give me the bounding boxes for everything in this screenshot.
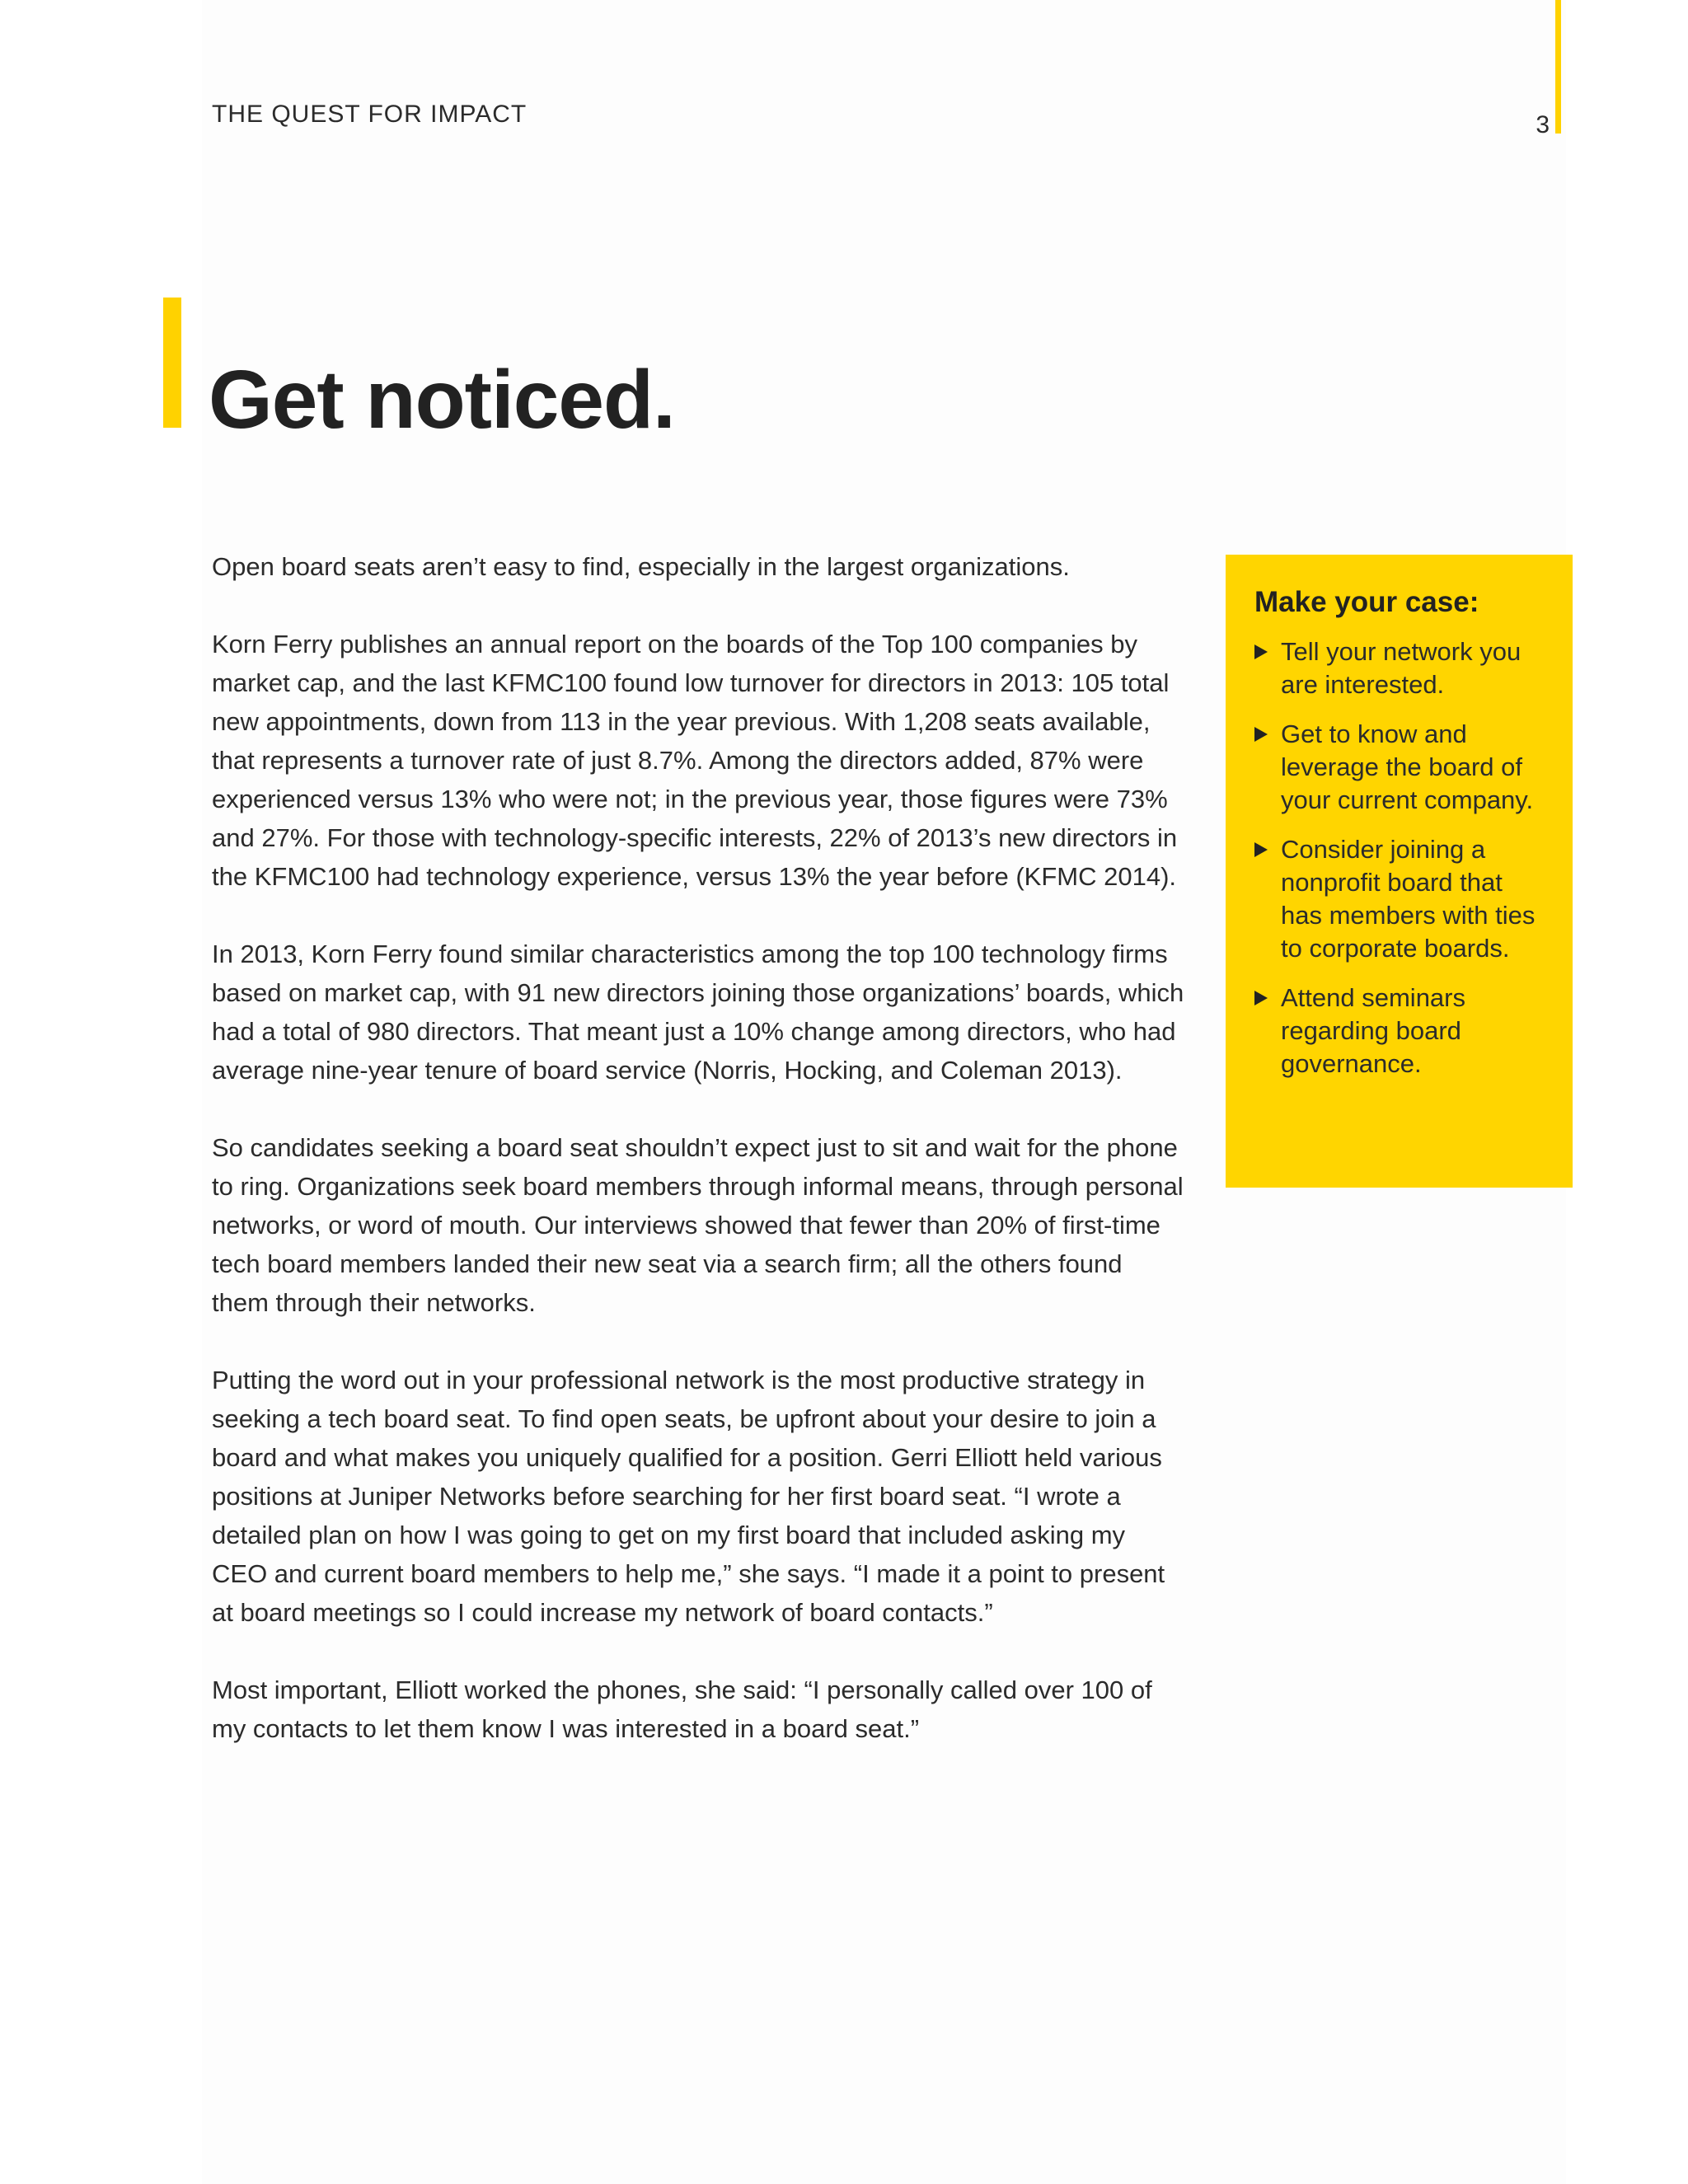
page-number: 3 [1536,111,1550,138]
arrow-icon [1254,727,1268,742]
arrow-icon [1254,991,1268,1005]
sidebar-title: Make your case: [1254,586,1479,618]
list-item [1254,635,1544,701]
paragraph: So candidates seeking a board seat shouldn’t expect just to sit and wait for the phone to ring. Organizations seek board members through informal means, through personal networks, or word of mouth. Our interviews showed that fewer than 20% of first-time tech board members landed their new seat via a search firm; all the others found them through their networks. [212,1133,1184,1317]
paragraph: Putting the word out in your professional network is the most productive strategy in seeking a tech board seat. To find open seats, be upfront about your desire to join a board and what makes you uniquely qualified for a position. Gerri Elliott held various positions at Juniper Networks before searching for her first board seat. “I wrote a detailed plan on how I was going to get on my first board that included asking my CEO and current board members to help me,” she says. “I made it a point to present at board meetings so I could increase my network of board contacts.” [212,1366,1165,1627]
paragraph: Open board seats aren’t easy to find, especially in the largest organizations. [212,552,1070,581]
paragraph: Most important, Elliott worked the phones, she said: “I personally called over 100 of my contacts to let them know I was interested in a board seat.” [212,1675,1152,1743]
list-item [1254,982,1544,1080]
list-item-text: Attend seminars regarding board governance. [1281,983,1465,1078]
running-header: THE QUEST FOR IMPACT [212,101,528,128]
paragraph: Korn Ferry publishes an annual report on the boards of the Top 100 companies by market cap, and the last KFMC100 found low turnover for directors in 2013: 105 total new appointments, down from 113 in the year previous. With 1,208 seats available, that represents a turnover rate of just 8.7%. Among the directors added, 87% were experienced versus 13% who were not; in the previous year, those figures were 73% and 27%. For those with technology-specific interests, 22% of 2013’s new directors in the KFMC100 had technology experience, versus 13% the year before (KFMC 2014). [212,630,1178,891]
list-item-text: Consider joining a nonprofit board that has members with ties to corporate boards. [1281,835,1536,963]
list-item-text: Tell your network you are interested. [1281,637,1522,699]
page-title: Get noticed. [209,354,675,446]
list-item [1254,833,1544,965]
article-body [212,547,1184,1787]
sidebar-list [1254,635,1544,1080]
make-your-case-sidebar [1226,555,1573,1188]
title-accent-bar [163,298,181,428]
paragraph: In 2013, Korn Ferry found similar characteristics among the top 100 technology firms based on market cap, with 91 new directors joining those organizations’ boards, which had a total of 980 directors. That meant just a 10% change among directors, who had average nine-year tenure of board service (Norris, Hocking, and Coleman 2013). [212,940,1184,1085]
list-item-text: Get to know and leverage the board of your current company. [1281,719,1534,814]
top-accent-bar [1555,0,1561,134]
arrow-icon [1254,644,1268,659]
list-item [1254,718,1544,817]
arrow-icon [1254,842,1268,857]
